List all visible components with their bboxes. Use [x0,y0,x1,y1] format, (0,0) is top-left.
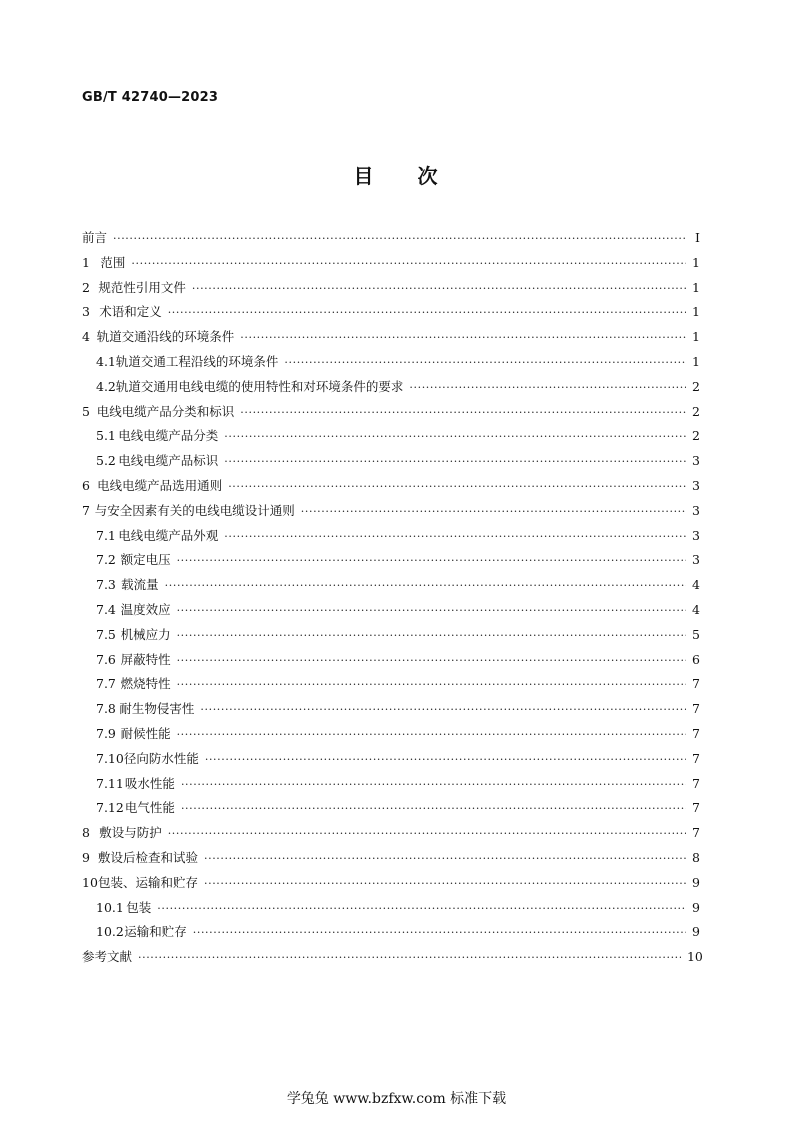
toc-leader-dots [177,672,686,697]
toc-leader-dots [240,400,686,425]
toc-entry-label: 运输和贮存 [124,924,187,940]
toc-entry[interactable] [82,796,700,821]
toc-entry-number: 7 [82,502,90,518]
title-part-1: 目 [353,164,376,188]
toc-entry-number: 8 [82,825,90,841]
toc-entry-number: 6 [82,477,90,493]
toc-entry[interactable] [82,672,700,697]
toc-entry-label: 轨道交通工程沿线的环境条件 [115,353,279,369]
toc-leader-dots [177,598,686,623]
toc-leader-dots [168,300,686,325]
toc-leader-dots [181,772,686,797]
toc-leader-dots [284,350,686,375]
toc-entry-page: 10 [686,949,703,965]
toc-leader-dots [165,573,686,598]
toc-entry-page: 9 [692,874,700,890]
toc-entry-number: 7.7 [96,676,116,692]
toc-entry-label: 机械应力 [120,626,171,642]
toc-entry-page: 7 [692,775,700,791]
toc-entry-page: 7 [692,750,700,766]
toc-entry[interactable] [82,400,700,425]
toc-entry-label: 规范性引用文件 [98,279,186,295]
toc-entry-label: 敷设后检查和试验 [97,849,198,865]
toc-entry[interactable] [82,251,700,276]
toc-entry-label: 范围 [100,254,126,270]
toc-entry-page: 9 [692,924,700,940]
toc-entry-page: 7 [692,676,700,692]
toc-entry-number: 7.6 [96,651,116,667]
toc-entry-number: 9 [82,849,90,865]
toc-entry-label: 屏蔽特性 [120,651,171,667]
toc-entry-page: 6 [692,651,700,667]
toc-entry-number: 7.9 [96,725,116,741]
toc-leader-dots [181,796,686,821]
toc-entry-label: 电气性能 [124,800,175,816]
toc-entry-label: 参考文献 [82,949,133,965]
toc-leader-dots [224,524,686,549]
toc-entry[interactable] [82,524,700,549]
toc-entry-number: 3 [82,304,90,320]
toc-entry-label: 径向防水性能 [123,750,199,766]
toc-entry-page: 3 [692,502,700,518]
toc-entry[interactable] [82,424,700,449]
toc-entry-label: 电线电缆产品分类和标识 [96,403,235,419]
title-part-2: 次 [417,164,440,188]
toc-entry-page: 5 [692,626,700,642]
toc-entry-number: 7.11 [96,775,124,791]
toc-leader-dots [177,722,686,747]
toc-entry-page: 4 [692,577,700,593]
toc-entry-label: 敷设与防护 [99,825,162,841]
toc-entry-page: 1 [692,304,700,320]
toc-leader-dots [193,920,686,945]
toc-entry-label: 前言 [82,230,108,245]
toc-entry-label: 电线电缆产品分类 [118,428,219,444]
toc-entry-number: 7.10 [96,750,124,766]
page-title [0,160,793,189]
toc-leader-dots [157,896,686,921]
footer-watermark: 学兔兔 www.bzfxw.com 标准下载 [286,1091,507,1107]
toc-entry[interactable] [82,623,700,648]
toc-entry-number: 5.2 [96,453,116,469]
toc-entry[interactable] [82,648,700,673]
toc-entry[interactable] [82,821,700,846]
toc-entry-label: 耐候性能 [120,725,171,741]
toc-entry-number: 7.8 [96,701,116,717]
toc-leader-dots [177,548,686,573]
toc-entry-number: 2 [82,279,90,295]
toc-entry-page: 4 [692,601,700,617]
toc-entry[interactable] [82,920,700,945]
toc-entry-page: 1 [692,254,700,270]
toc-entry[interactable] [82,449,700,474]
toc-entry-label: 术语和定义 [99,304,162,320]
toc-entry-label: 温度效应 [120,601,171,617]
standard-code: GB/T 42740—2023 [82,90,219,105]
toc-leader-dots [177,648,686,673]
toc-leader-dots [204,846,686,871]
toc-entry-page: 8 [692,849,700,865]
toc-entry[interactable] [82,747,700,772]
toc-entry-label: 包装、运输和贮存 [97,874,198,890]
toc-entry-label: 吸水性能 [124,775,175,791]
toc-entry-label: 包装 [126,899,152,915]
toc-leader-dots [192,276,686,301]
toc-entry-label: 燃烧特性 [120,676,171,692]
toc-entry[interactable] [82,325,700,350]
toc-entry-number: 7.1 [96,527,116,543]
toc-entry-page: I [695,230,700,245]
toc-entry-label: 轨道交通用电线电缆的使用特性和对环境条件的要求 [115,378,404,394]
toc-leader-dots [200,697,686,722]
toc-entry-number: 7.5 [96,626,116,642]
toc-entry[interactable] [82,300,700,325]
toc-entry[interactable] [82,276,700,301]
toc-entry-page: 2 [692,403,700,419]
toc-entry[interactable] [82,871,700,896]
toc-entry-label: 载流量 [121,577,159,593]
toc-entry-number: 4.2 [96,378,116,394]
toc-entry-page: 1 [692,279,700,295]
toc-leader-dots [240,325,686,350]
toc-entry[interactable] [82,548,700,573]
toc-entry[interactable] [82,896,700,921]
toc-leader-dots [205,747,686,772]
toc-entry[interactable] [82,697,700,722]
toc-entry-page: 2 [692,428,700,444]
toc-entry-number: 7.2 [96,552,116,568]
toc-entry[interactable] [82,846,700,871]
toc-entry-page: 2 [692,378,700,394]
toc-entry-label: 耐生物侵害性 [119,701,195,717]
table-of-contents [82,226,703,970]
toc-entry-label: 轨道交通沿线的环境条件 [96,329,235,345]
toc-entry-number: 10.1 [96,899,124,915]
toc-entry[interactable] [82,499,700,524]
toc-entry[interactable] [82,350,700,375]
toc-leader-dots [138,945,681,970]
toc-entry[interactable] [82,375,700,400]
toc-entry-number: 7.3 [96,577,116,593]
toc-entry-number: 10 [82,874,98,890]
toc-entry-page: 9 [692,899,700,915]
toc-leader-dots [301,499,686,524]
toc-entry[interactable] [82,945,703,970]
toc-entry-page: 1 [692,329,700,345]
toc-entry[interactable] [82,722,700,747]
toc-entry-label: 额定电压 [120,552,171,568]
toc-entry-page: 1 [692,353,700,369]
toc-entry[interactable] [82,772,700,797]
toc-entry-page: 3 [692,453,700,469]
toc-entry-number: 5 [82,403,90,419]
toc-entry-page: 7 [692,725,700,741]
toc-entry[interactable] [82,474,700,499]
toc-entry-page: 3 [692,552,700,568]
toc-leader-dots [409,375,686,400]
toc-entry-label: 电线电缆产品标识 [118,453,219,469]
toc-entry[interactable] [82,226,700,251]
toc-entry-number: 7.12 [96,800,124,816]
toc-entry-label: 电线电缆产品外观 [118,527,219,543]
toc-entry[interactable] [82,573,700,598]
toc-entry-page: 3 [692,477,700,493]
toc-entry-number: 10.2 [96,924,124,940]
toc-entry-page: 3 [692,527,700,543]
toc-entry-label: 与安全因素有关的电线电缆设计通则 [94,502,295,518]
toc-entry-label: 电线电缆产品选用通则 [97,477,223,493]
toc-entry-page: 7 [692,825,700,841]
toc-entry-page: 7 [692,701,700,717]
toc-leader-dots [224,449,686,474]
toc-leader-dots [131,251,686,276]
toc-leader-dots [177,623,686,648]
toc-leader-dots [113,226,686,251]
toc-entry-number: 1 [82,254,90,270]
toc-leader-dots [204,871,686,896]
toc-entry-page: 7 [692,800,700,816]
toc-leader-dots [168,821,686,846]
toc-entry-number: 7.4 [96,601,116,617]
toc-entry-number: 4.1 [96,353,116,369]
toc-entry-number: 5.1 [96,428,116,444]
toc-leader-dots [224,424,686,449]
toc-entry[interactable] [82,598,700,623]
toc-entry-number: 4 [82,329,90,345]
toc-leader-dots [228,474,686,499]
